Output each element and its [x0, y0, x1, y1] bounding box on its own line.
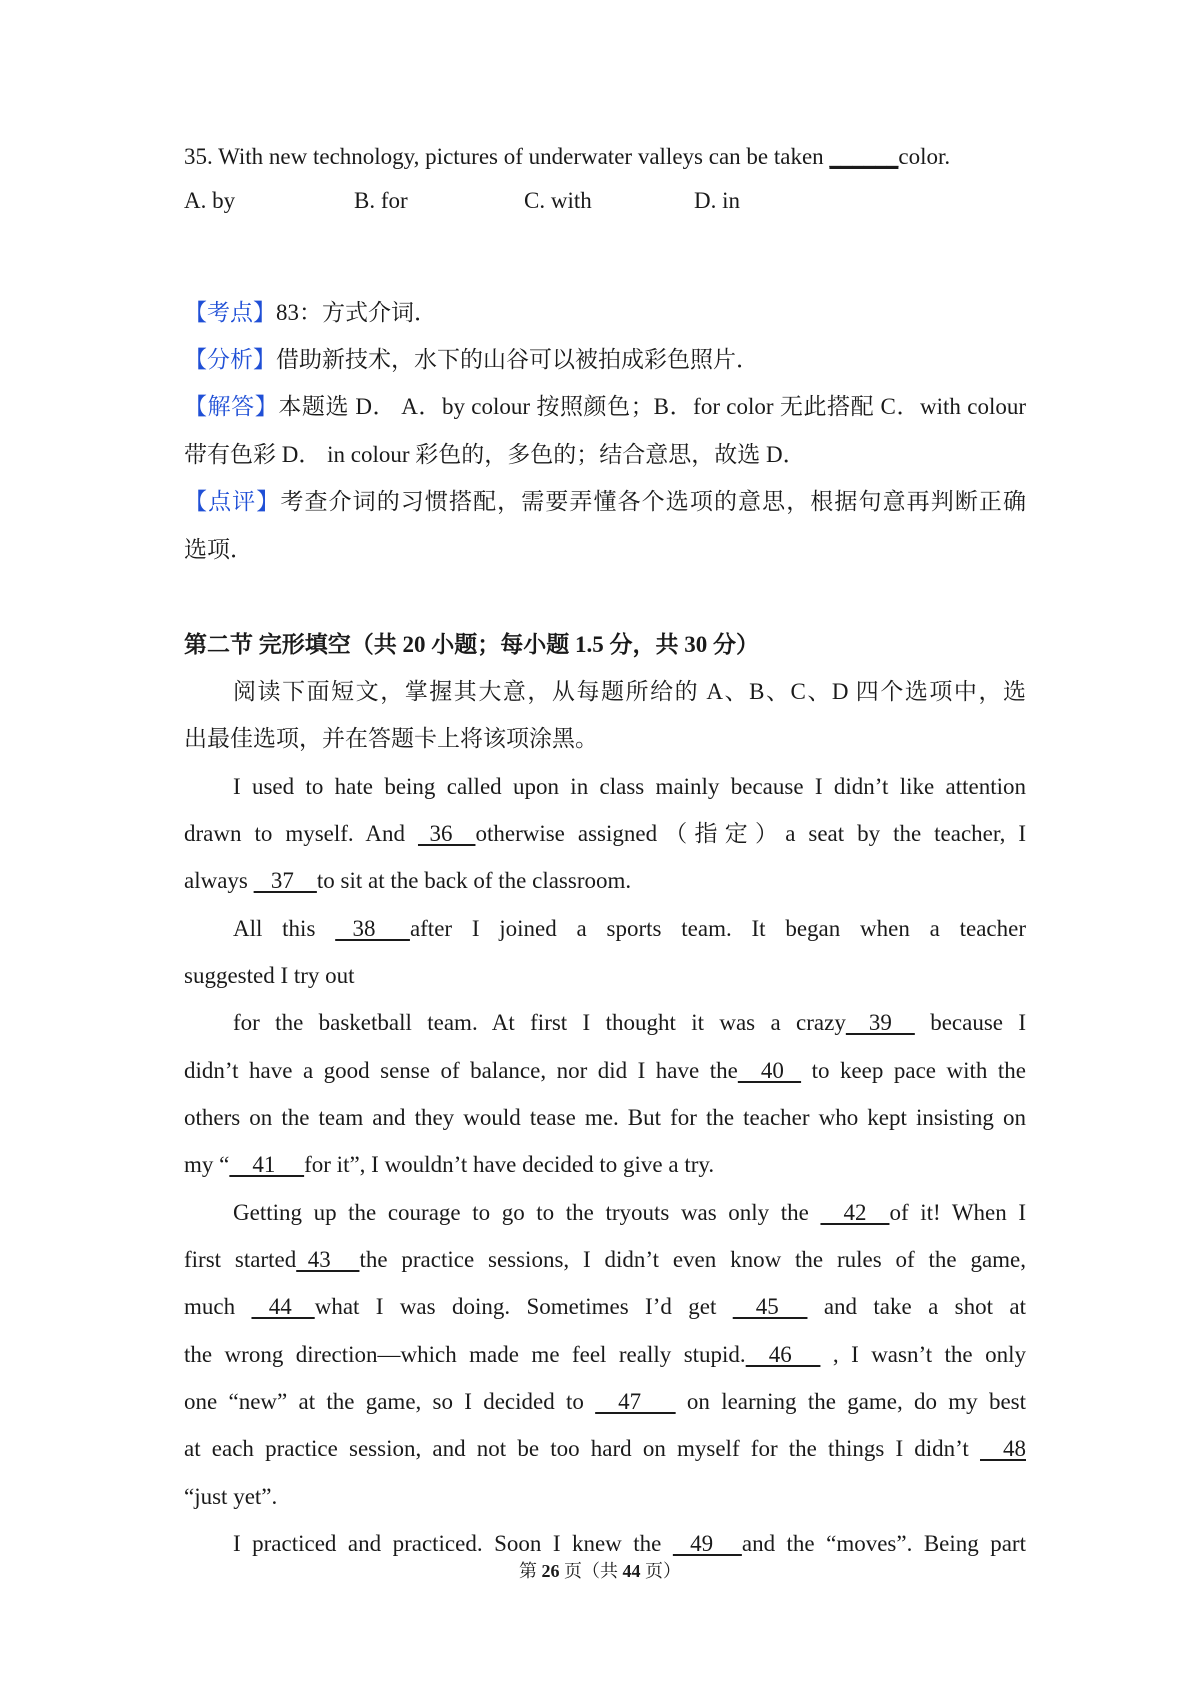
passage-p4-line-4: the wrong direction—which made me feel really stupid. 46 , I wasn’t the only	[184, 1340, 1026, 1370]
blank-41: 41	[229, 1152, 305, 1177]
blank-35: ______	[829, 144, 899, 169]
passage-p5-line-1: I practiced and practiced. Soon I knew the 49 and the “moves”. Being part	[233, 1529, 1026, 1559]
passage-p4-line-2: first started 43 the practice sessions, I didn’t even know the rules of the game,	[184, 1245, 1026, 1275]
dianping-line-2: 选项．	[184, 537, 253, 562]
fenxi-line: 【分析】借助新技术，水下的山谷可以被拍成彩色照片．	[184, 347, 759, 372]
passage-p1-line-1: I used to hate being called upon in class mainly because I didn’t like attention	[233, 774, 1026, 799]
option-a: A. by	[184, 188, 236, 213]
blank-48: 48	[980, 1436, 1026, 1461]
blank-46: 46	[745, 1342, 821, 1367]
blank-45: 45	[732, 1294, 808, 1319]
passage-p4-line-5: one “new” at the game, so I decided to 47 on learning the game, do my best	[184, 1387, 1026, 1417]
passage-p3-line-4: my “ 41 for it”, I wouldn’t have decided to give a try.	[184, 1150, 1026, 1180]
page-number: 26	[541, 1561, 560, 1581]
passage-p4-line-3: much 44 what I was doing. Sometimes I’d get 45 and take a shot at	[184, 1292, 1026, 1322]
passage-p1-line-2: drawn to myself. And 36 otherwise assigned（指定）a seat by the teacher, I	[184, 819, 1026, 849]
passage-p1-line-3: always 37 to sit at the back of the classroom.	[184, 866, 1026, 896]
jieda-line-1: 【解答】本题选 D． A．by colour 按照颜色；B．for color 无此搭配 C．with colour	[184, 394, 1026, 419]
blank-44: 44	[251, 1294, 315, 1319]
passage-p4-line-6: at each practice session, and not be too hard on myself for the things I didn’t 48	[184, 1434, 1026, 1464]
fenxi-label: 【分析】	[184, 347, 276, 372]
kaodian-label: 【考点】	[184, 300, 276, 325]
passage-p2-line-1: All this 38 after I joined a sports team. It began when a teacher	[233, 914, 1026, 944]
blank-47: 47	[595, 1389, 676, 1414]
kaodian-line: 【考点】83：方式介词．	[184, 300, 437, 325]
blank-36: 36	[417, 821, 476, 846]
passage-p3-line-1: for the basketball team. At first I thought it was a crazy 39 because I	[233, 1008, 1026, 1038]
option-b: B. for	[354, 188, 408, 213]
blank-43: 43	[296, 1247, 360, 1272]
option-c: C. with	[524, 188, 592, 213]
instructions-line-1: 阅读下面短文，掌握其大意，从每题所给的 A、B、C、D 四个选项中，选	[233, 679, 1026, 704]
page-total: 44	[622, 1561, 641, 1581]
question-35-stem: 35. With new technology, pictures of underwater valleys can be taken ______color.	[184, 142, 1026, 172]
blank-40: 40	[737, 1058, 802, 1083]
passage-p4-line-7: “just yet”.	[184, 1484, 278, 1509]
blank-38: 38	[335, 916, 410, 941]
passage-p3-line-3: others on the team and they would tease me. But for the teacher who kept insisting on	[184, 1105, 1026, 1130]
jieda-label: 【解答】	[184, 394, 279, 419]
option-d: D. in	[694, 188, 740, 213]
dianping-label: 【点评】	[184, 489, 281, 514]
blank-49: 49	[672, 1531, 742, 1556]
passage-p2-line-2: suggested I try out	[184, 963, 355, 988]
passage-p4-line-1: Getting up the courage to go to the tryouts was only the 42 of it! When I	[233, 1198, 1026, 1228]
blank-37: 37	[253, 868, 317, 893]
instructions-line-2: 出最佳选项，并在答题卡上将该项涂黑。	[184, 726, 598, 751]
blank-39: 39	[845, 1010, 915, 1035]
passage-p3-line-2: didn’t have a good sense of balance, nor did I have the 40 to keep pace with the	[184, 1056, 1026, 1086]
blank-42: 42	[820, 1200, 890, 1225]
jieda-line-2: 带有色彩 D． in colour 彩色的，多色的；结合意思，故选 D．	[184, 442, 806, 467]
section-title: 第二节 完形填空（共 20 小题；每小题 1.5 分，共 30 分）	[184, 632, 759, 657]
page-footer: 第 26 页（共 44 页）	[519, 1561, 681, 1581]
dianping-line-1: 【点评】考查介词的习惯搭配，需要弄懂各个选项的意思，根据句意再判断正确	[184, 489, 1027, 514]
